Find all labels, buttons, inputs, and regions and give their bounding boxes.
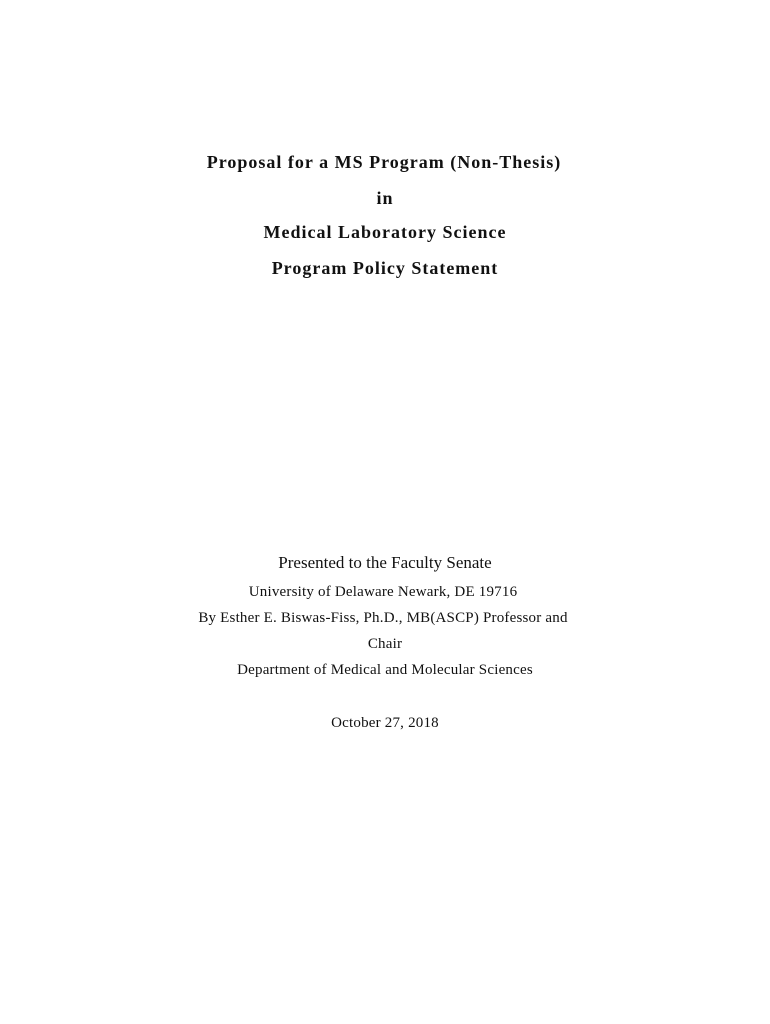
author-text: By Esther E. Biswas-Fiss, Ph.D., MB(ASCP) Professor and <box>198 610 568 626</box>
presented-to-text: Presented to the Faculty Senate <box>278 553 492 572</box>
document-title-line-1: Proposal for a MS Program (Non-Thesis) <box>206 152 562 172</box>
document-title-line-4: Program Policy Statement <box>271 258 499 278</box>
university-text: University of Delaware Newark, DE 19716 <box>248 584 518 600</box>
author-text-continued: Chair <box>367 636 403 652</box>
document-title-line-3: Medical Laboratory Science <box>263 222 507 242</box>
department-text: Department of Medical and Molecular Sciences <box>237 662 533 678</box>
document-title-line-2: in <box>376 188 394 208</box>
document-date: October 27, 2018 <box>331 715 439 731</box>
